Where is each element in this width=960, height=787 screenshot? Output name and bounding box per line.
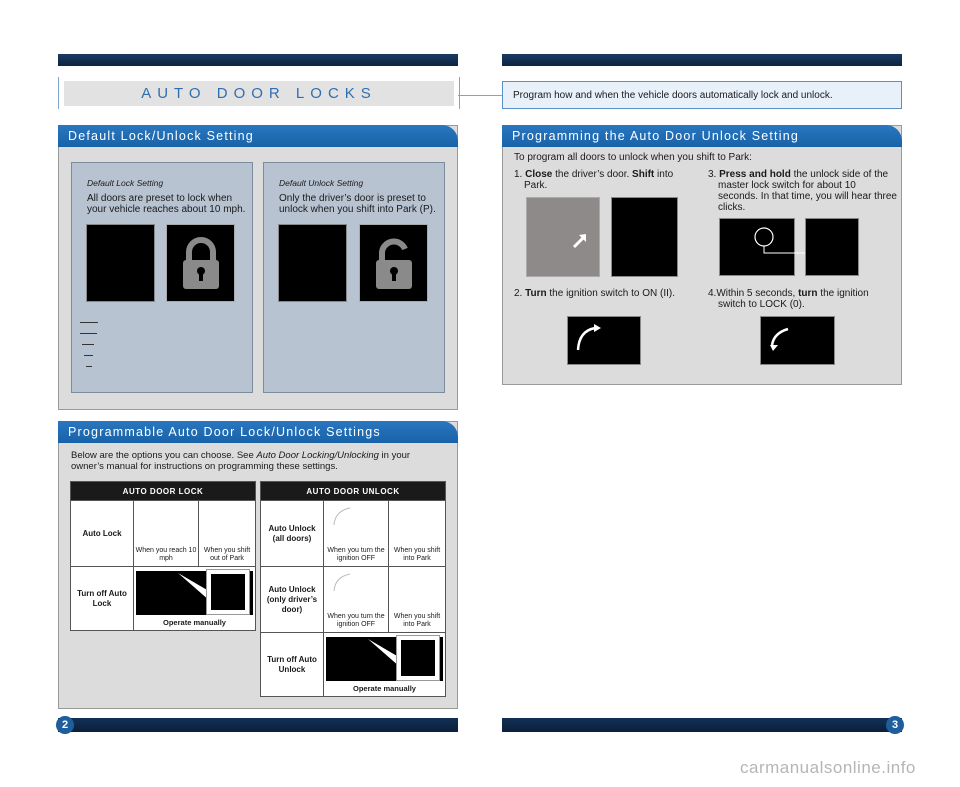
step-1: 1. Close the driver’s door. Shift into Park. [514, 169, 674, 191]
programmable-intro-ref: Auto Door Locking/Unlocking [256, 450, 379, 461]
lock-switch-callout-icon [720, 219, 810, 277]
page-number-right: 3 [886, 716, 904, 734]
programmable-tab: Programmable Auto Door Lock/Unlock Settings [58, 421, 458, 443]
default-tab: Default Lock/Unlock Setting [58, 125, 458, 147]
key-turn-icon [767, 323, 797, 353]
unlock-row1-opt2: When you shift into Park [389, 501, 446, 567]
lock-row1-label: Auto Lock [71, 501, 134, 567]
step-1-image-shifter [611, 197, 678, 277]
programmable-intro-post: in your owner’s manual for instructions on programming these settings. [71, 450, 411, 472]
default-lock-body: All doors are preset to lock when your vehicle reaches about 10 mph. [87, 193, 246, 215]
title-connector [458, 95, 502, 96]
bottom-band-left [58, 718, 458, 732]
padlock-open-tile [359, 224, 428, 302]
unlock-row3-label: Turn off Auto Unlock [261, 633, 324, 697]
lock-row1-opt1: When you reach 10 mph [134, 501, 199, 567]
padlock-closed-icon [178, 235, 224, 291]
default-lock-heading: Default Lock Setting [87, 178, 164, 188]
page-number-left: 2 [56, 716, 74, 734]
padlock-closed-tile [166, 224, 235, 302]
lock-row2-inset [211, 574, 245, 610]
default-lock-image [86, 224, 155, 302]
unlock-row1-opt1: When you turn the ignition OFF [327, 547, 385, 562]
step-3-image-detail [805, 218, 859, 276]
watermark: carmanualsonline.info [740, 758, 916, 777]
default-unlock-body: Only the driver’s door is preset to unlock when you shift into Park (P). [279, 193, 436, 215]
unlock-row3-cell [324, 633, 446, 697]
padlock-open-icon [371, 235, 417, 291]
unlock-row1-opt1-cell [324, 501, 389, 567]
step-1-image-door [526, 197, 600, 277]
key-turn-icon [332, 505, 354, 527]
step-4: 4.Within 5 seconds, turn the ignition switch to LOCK (0). [708, 288, 869, 310]
unlock-row2-opt1: When you turn the ignition OFF [327, 613, 385, 628]
intro-text: Program how and when the vehicle doors automatically lock and unlock. [502, 81, 902, 109]
programming-tab: Programming the Auto Door Unlock Setting [502, 125, 902, 147]
top-band-left [58, 54, 458, 66]
auto-door-unlock-table [260, 481, 446, 697]
unlock-row2-opt1-cell [324, 567, 389, 633]
lock-row1-opt2: When you shift out of Park [199, 501, 256, 567]
unlock-row1-label: Auto Unlock (all doors) [261, 501, 324, 567]
unlock-row3-inset [401, 640, 435, 676]
lock-table-header: AUTO DOOR LOCK [71, 482, 256, 501]
default-unlock-heading: Default Unlock Setting [279, 178, 364, 188]
programmable-intro [71, 451, 431, 472]
unlock-table-header: AUTO DOOR UNLOCK [261, 482, 446, 501]
auto-door-lock-table [70, 481, 256, 631]
page-title: AUTO DOOR LOCKS [64, 81, 454, 106]
step-2-image-ignition [567, 316, 641, 365]
arrow-icon [571, 232, 589, 250]
lock-row2-cell [134, 567, 256, 631]
bottom-band-right [502, 718, 902, 732]
unlock-row3-caption: Operate manually [353, 684, 416, 693]
default-unlock-image [278, 224, 347, 302]
unlock-row2-label: Auto Unlock (only driver’s door) [261, 567, 324, 633]
programmable-intro-pre: Below are the options you can choose. See [71, 450, 257, 461]
lock-row2-caption: Operate manually [163, 618, 226, 627]
top-band-right [502, 54, 902, 66]
unlock-row2-opt2: When you shift into Park [389, 567, 446, 633]
line-marks [80, 322, 100, 372]
step-3: 3. Press and hold the unlock side of the master lock switch for about 10 seconds. In that time, you will hear three clicks. [708, 169, 897, 213]
lock-row2-label: Turn off Auto Lock [71, 567, 134, 631]
step-4-image-ignition [760, 316, 835, 365]
key-turn-icon [332, 571, 354, 593]
step-2: 2. Turn the ignition switch to ON (II). [514, 288, 675, 299]
programming-intro: To program all doors to unlock when you shift to Park: [514, 152, 752, 163]
step-3-image-switch [719, 218, 795, 276]
key-turn-icon [574, 323, 604, 353]
